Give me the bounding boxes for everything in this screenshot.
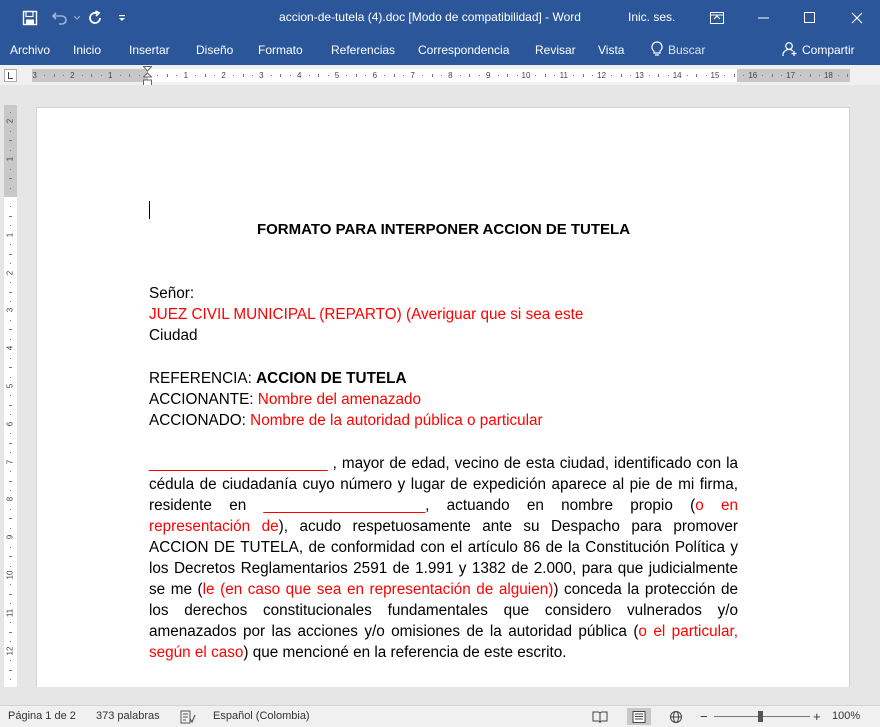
ruler-tick (101, 75, 102, 76)
vruler-tick (9, 670, 12, 671)
save-icon[interactable] (16, 0, 44, 35)
ruler-tick (545, 74, 546, 77)
zoom-out-icon[interactable]: − (700, 709, 708, 724)
vruler-tick (10, 131, 11, 132)
vruler-tick (9, 292, 12, 293)
ruler-tick (621, 74, 622, 77)
accionado-label: ACCIONADO: (149, 412, 251, 429)
ruler-tick (847, 74, 848, 77)
ruler-number: 7 (410, 71, 415, 80)
vruler-tick (9, 367, 12, 368)
ruler-number: 2 (221, 71, 226, 80)
ruler-tick (460, 75, 461, 76)
ruler-tick (328, 75, 329, 76)
vruler-number: 4 (5, 345, 15, 351)
ruler-tick (252, 75, 253, 76)
ruler-tick (91, 74, 92, 77)
ruler-tick (432, 74, 433, 77)
ruler-number: 14 (672, 71, 682, 80)
ruler-tick (290, 75, 291, 76)
ruler-tick (280, 74, 281, 77)
ruler-tick (507, 74, 508, 77)
ruler-tick (696, 74, 697, 77)
ruler-tick (346, 75, 347, 76)
vruler-number: 2 (5, 270, 15, 275)
read-mode-icon[interactable] (588, 708, 612, 725)
ruler-tick (318, 74, 319, 77)
ruler-tick (762, 75, 763, 76)
ruler-number: 4 (296, 71, 302, 80)
ruler-number: 1 (183, 71, 189, 80)
ruler-tick (129, 74, 130, 77)
vruler-tick (10, 188, 11, 189)
vruler-tick (10, 641, 11, 642)
vruler-tick (10, 414, 11, 415)
vruler-tick (10, 566, 11, 567)
ruler-tick (82, 75, 83, 76)
vruler-tick (10, 395, 11, 396)
vruler-tick (9, 594, 12, 595)
share-label: Compartir (802, 43, 855, 57)
vruler-tick (10, 206, 11, 207)
vruler-tick (10, 377, 11, 378)
ruler-tick (649, 75, 650, 76)
vruler-tick (10, 679, 11, 680)
vruler-tick (9, 518, 12, 519)
tell-me-search[interactable] (651, 35, 705, 65)
referencia-value: ACCION DE TUTELA (256, 370, 407, 387)
vruler-tick (10, 433, 11, 434)
ruler-tick (384, 75, 385, 76)
body-text-2: , actuando en nombre propio ( (425, 497, 696, 514)
body-text-1: , mayor de edad, vecino de esta ciudad, identificado con la cédula de ciudadanía cuyo número y lugar de expedición aparece al pie de mi firma, residente en (149, 455, 738, 514)
accionante-label: ACCIONANTE: (149, 391, 258, 408)
vruler-tick (10, 169, 11, 170)
ruler-number: 3 (32, 71, 37, 80)
salutation: Señor: (149, 285, 195, 302)
vruler-tick (10, 471, 11, 472)
ruler-tick (167, 74, 168, 77)
tab-diseno[interactable]: Diseño (196, 43, 234, 57)
ruler-tick (573, 75, 574, 76)
ruler-tick (356, 74, 357, 77)
ruler-tick (309, 75, 310, 76)
vruler-tick (9, 254, 12, 255)
ruler-tick (441, 75, 442, 76)
address-blank: ___________________ (263, 497, 426, 514)
search-label: Buscar (668, 43, 706, 57)
vruler-tick (10, 225, 11, 226)
share-user-icon (782, 41, 798, 60)
referencia-label: REFERENCIA: (149, 370, 257, 387)
tab-vista[interactable]: Vista (598, 43, 625, 57)
proofing-icon[interactable] (180, 710, 196, 724)
vruler-number: 5 (5, 383, 15, 389)
vruler-tick (10, 282, 11, 283)
vruler-tick (9, 481, 12, 482)
accionante-value: Nombre del amenazado (257, 391, 422, 408)
ruler-tick (592, 75, 593, 76)
vruler-number: 9 (5, 534, 15, 540)
repeat-icon[interactable] (84, 0, 106, 35)
vruler-tick (9, 178, 12, 179)
ruler-tick (469, 74, 470, 77)
vruler-tick (10, 547, 11, 548)
particular-note: o el particular, según el caso (149, 623, 739, 661)
print-layout-icon[interactable] (627, 708, 651, 725)
vruler-number: 1 (5, 156, 15, 162)
vruler-number: 10 (5, 570, 15, 580)
web-layout-icon[interactable] (664, 708, 688, 725)
tab-revisar[interactable]: Revisar (535, 43, 576, 57)
maximize-icon[interactable] (787, 0, 833, 35)
zoom-level[interactable]: 100% (832, 710, 861, 722)
ruler-tick (422, 75, 423, 76)
vertical-ruler[interactable] (4, 105, 17, 687)
vruler-tick (9, 443, 12, 444)
tab-insertar[interactable]: Insertar (129, 43, 170, 57)
accionado-value: Nombre de la autoridad pública o particular (250, 412, 543, 429)
zoom-in-icon[interactable]: + (813, 709, 821, 724)
vruler-tick (10, 150, 11, 151)
tab-correspondencia[interactable]: Correspondencia (418, 43, 510, 57)
vruler-number: 3 (5, 308, 15, 313)
ruler-tick (800, 75, 801, 76)
referencia-line (149, 368, 407, 389)
ruler-number: 3 (259, 71, 264, 80)
body-text-5: ) que mencioné en la referencia de este escrito. (243, 644, 567, 661)
vruler-tick (10, 452, 11, 453)
vruler-tick (9, 632, 12, 633)
ruler-left-margin (32, 69, 148, 82)
representation-note: o en representación de (149, 497, 738, 535)
tab-archivo[interactable]: Archivo (10, 43, 51, 57)
vruler-number: 2 (5, 119, 15, 124)
ruler-tick (403, 75, 404, 76)
vruler-number: 6 (5, 421, 15, 427)
vruler-tick (10, 584, 11, 585)
ruler-tick (271, 75, 272, 76)
language-indicator[interactable]: Español (Colombia) (213, 710, 310, 722)
text-cursor (149, 201, 150, 219)
vruler-number: 11 (5, 608, 15, 617)
city-line: Ciudad (149, 327, 198, 344)
ruler-tick (233, 75, 234, 76)
ruler-tick (772, 74, 773, 77)
ruler-number: 11 (559, 71, 568, 80)
vruler-tick (10, 339, 11, 340)
vruler-number: 8 (5, 497, 15, 502)
vruler-tick (10, 244, 11, 245)
accionante-line (149, 389, 421, 410)
ruler-tick (706, 75, 707, 76)
vruler-tick (10, 622, 11, 623)
ruler-tick (611, 75, 612, 76)
minimize-icon[interactable] (741, 0, 787, 35)
vruler-tick (9, 329, 12, 330)
ruler-tick (630, 75, 631, 76)
body-text-4: ) conceda la protección de los derechos constitucionales fundamentales que considero vulnerados y/o amenazados por las acciones y/o omisiones de la autoridad pública ( (149, 581, 738, 640)
vruler-tick (10, 358, 11, 359)
judge-line: JUEZ CIVIL MUNICIPAL (REPARTO) (Averiguar que si sea este (149, 306, 584, 323)
ruler-tick (479, 75, 480, 76)
ruler-tick (243, 74, 244, 77)
share-button[interactable] (782, 35, 855, 65)
vruler-tick (10, 490, 11, 491)
ruler-tick (734, 74, 735, 77)
vruler-tick (10, 603, 11, 604)
tab-referencias[interactable]: Referencias (331, 43, 396, 57)
name-blank: _____________________ (149, 455, 328, 472)
lightbulb-icon (651, 41, 663, 60)
ruler-tick (214, 75, 215, 76)
ruler-tick (195, 75, 196, 76)
ruler-tick (743, 75, 744, 76)
vruler-tick (9, 556, 12, 557)
vruler-tick (9, 405, 12, 406)
vruler-tick (10, 263, 11, 264)
ruler-number: 8 (448, 71, 453, 80)
ruler-number: 1 (107, 71, 113, 80)
ruler-tick (517, 75, 518, 76)
vruler-number: 1 (5, 232, 15, 238)
ruler-tick (498, 75, 499, 76)
document-page[interactable] (36, 107, 850, 687)
ruler-number: 2 (70, 71, 75, 80)
ruler-number: 6 (372, 71, 378, 80)
vruler-tick (10, 528, 11, 529)
close-icon[interactable] (834, 0, 880, 35)
ruler-tick (120, 75, 121, 76)
undo-icon[interactable] (48, 0, 72, 35)
ruler-tick (724, 75, 725, 76)
body-text-3: ), acudo respetuosamente ante su Despacho para promover ACCION DE TUTELA, de conformidad con el artículo 86 de la Constitución Política y los Decretos Reglamentarios 2591 de 1.991 y 1382 de 2.000, para que judicialmente se me ( (149, 518, 738, 598)
ribbon-display-options-icon[interactable] (694, 0, 740, 35)
accionado-line (149, 410, 543, 431)
representation-note-2: le (en caso que sea en representación de alguien) (202, 581, 554, 598)
vruler-tick (10, 660, 11, 661)
ruler-bar (0, 65, 880, 85)
ruler-number: 15 (710, 71, 720, 80)
ruler-tick (658, 74, 659, 77)
ruler-tick (810, 74, 811, 77)
vruler-tick (10, 320, 11, 321)
ruler-tick (157, 75, 158, 76)
customize-toolbar-icon[interactable] (114, 0, 130, 35)
ruler-tick (583, 74, 584, 77)
ruler-tick (687, 75, 688, 76)
sign-in-link[interactable]: Inic. ses. (628, 10, 676, 24)
word-count[interactable]: 373 palabras (96, 710, 160, 722)
ruler-tick (838, 75, 839, 76)
ruler-number: 9 (485, 71, 491, 80)
status-bar (0, 705, 880, 727)
ruler-tick (668, 75, 669, 76)
ruler-tick (819, 75, 820, 76)
vruler-tick (9, 140, 12, 141)
zoom-slider-thumb[interactable] (758, 711, 763, 722)
document-canvas[interactable] (22, 85, 880, 687)
window-title: accion-de-tutela (4).doc [Modo de compatibilidad] - Word (279, 10, 581, 24)
ruler-tick (781, 75, 782, 76)
ruler-number: 5 (334, 71, 340, 80)
ruler-tick (365, 75, 366, 76)
ruler-tick (63, 75, 64, 76)
ruler-tick (554, 75, 555, 76)
ruler-tick (44, 75, 45, 76)
title-bar (0, 0, 880, 35)
ruler-tick (54, 74, 55, 77)
vruler-tick (9, 216, 12, 217)
ruler-number: 18 (823, 71, 833, 80)
ruler-tick (176, 75, 177, 76)
ruler-tick (139, 75, 140, 76)
document-heading: FORMATO PARA INTERPONER ACCION DE TUTELA (256, 221, 631, 238)
horizontal-ruler[interactable] (32, 69, 850, 82)
ruler-number: 13 (634, 71, 644, 80)
vruler-tick (10, 301, 11, 302)
page-count[interactable]: Página 1 de 2 (8, 710, 76, 722)
tab-selector[interactable] (4, 69, 17, 82)
ruler-number: 16 (748, 71, 758, 80)
ruler-tick (394, 74, 395, 77)
tab-inicio[interactable]: Inicio (73, 43, 102, 57)
ruler-tick (535, 75, 536, 76)
ruler-number: 12 (597, 71, 607, 80)
vruler-tick (10, 509, 11, 510)
ribbon-tabs (0, 35, 880, 65)
vruler-number: 7 (5, 459, 15, 464)
body-paragraph (149, 453, 738, 663)
ruler-number: 10 (521, 71, 531, 80)
ruler-tick (205, 74, 206, 77)
tab-formato[interactable]: Formato (258, 43, 303, 57)
ruler-number: 17 (786, 71, 796, 80)
vruler-number: 12 (5, 646, 15, 656)
undo-dropdown-icon[interactable] (72, 0, 82, 35)
vruler-tick (10, 112, 11, 113)
